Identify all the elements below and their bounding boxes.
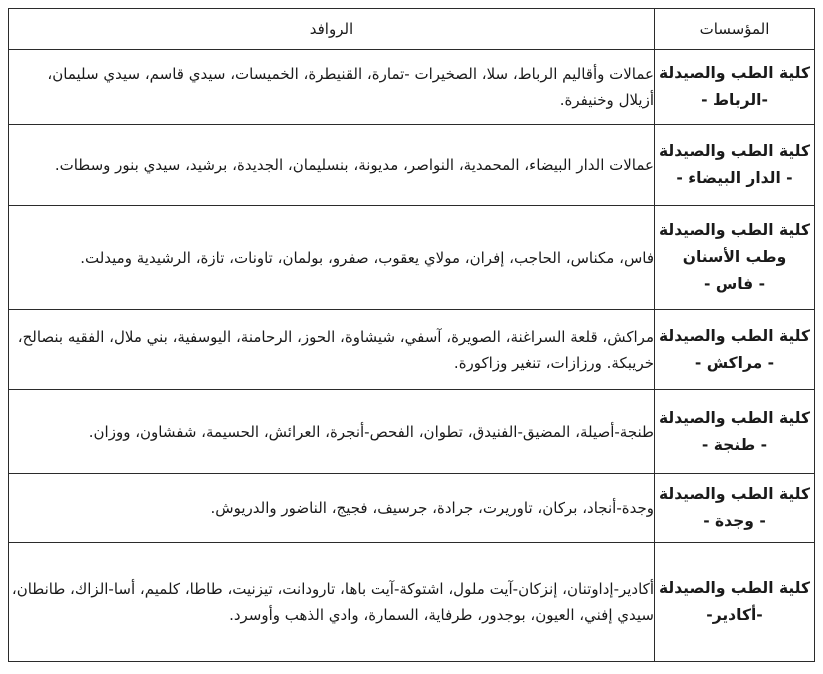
- institution-line: كلية الطب والصيدلة: [658, 408, 811, 427]
- institution-cell: [655, 310, 815, 390]
- institution-line: - مراكش -: [694, 353, 775, 372]
- table-header-row: [9, 9, 815, 50]
- institution-line: - طنجة -: [701, 435, 768, 454]
- institution-cell: [655, 390, 815, 474]
- institution-line: كلية الطب والصيدلة: [658, 326, 811, 345]
- institution-line: وطب الأسنان: [682, 248, 787, 266]
- institution-cell: [655, 50, 815, 125]
- institution-cell: [655, 474, 815, 543]
- institution-cell: [655, 125, 815, 206]
- feeders-cell: عمالات الدار البيضاء، المحمدية، النواصر، مديونة، بنسليمان، الجديدة، برشيد، سيدي بنور وسطات.: [9, 125, 655, 206]
- table-row: [9, 50, 815, 125]
- institution-line: - الدار البيضاء -: [676, 169, 793, 187]
- institution-line: -الرباط -: [701, 91, 768, 109]
- institution-line: - فاس -: [703, 275, 766, 293]
- feeders-cell: مراكش، قلعة السراغنة، الصويرة، آسفي، شيشاوة، الحوز، الرحامنة، اليوسفية، بني ملال، الفقيه بنصالح، خريبكة. ورزازات، تنغير وزاكورة.: [9, 310, 655, 390]
- institution-line: - وجدة -: [703, 512, 766, 530]
- document-page: [8, 8, 814, 662]
- institution-line: كلية الطب والصيدلة: [658, 485, 811, 503]
- table-row: [9, 206, 815, 310]
- institution-cell: [655, 543, 815, 662]
- institution-line: كلية الطب والصيدلة: [658, 142, 811, 160]
- feeders-cell: وجدة-أنجاد، بركان، تاوريرت، جرادة، جرسيف، فجيج، الناضور والدريوش.: [9, 474, 655, 543]
- institution-cell: [655, 206, 815, 310]
- feeders-cell: أكادير-إداوتنان، إنزكان-آيت ملول، اشتوكة-آيت باها، تارودانت، تيزنيت، طاطا، كلميم، أسا-الزاك، طانطان، سيدي إفني، العيون، بوجدور، طرفاية، السمارة، وادي الذهب وأوسرد.: [9, 543, 655, 662]
- table-row: [9, 390, 815, 474]
- institution-line: كلية الطب والصيدلة: [658, 64, 811, 82]
- institutions-feeders-table: [8, 8, 815, 662]
- institution-line: كلية الطب والصيدلة: [658, 221, 811, 239]
- feeders-cell: طنجة-أصيلة، المضيق-الفنيدق، تطوان، الفحص-أنجرة، العرائش، الحسيمة، شفشاون، ووزان.: [9, 390, 655, 474]
- table-row: [9, 125, 815, 206]
- table-row: [9, 474, 815, 543]
- institution-line: -أكادير-: [706, 606, 763, 624]
- feeders-cell: فاس، مكناس، الحاجب، إفران، مولاي يعقوب، صفرو، بولمان، تاونات، تازة، الرشيدية وميدلت.: [9, 206, 655, 310]
- header-institutions: المؤسسات: [655, 9, 815, 50]
- header-feeders: الروافد: [9, 9, 655, 50]
- table-row: [9, 310, 815, 390]
- table-row: [9, 543, 815, 662]
- institution-line: كلية الطب والصيدلة: [658, 579, 811, 597]
- feeders-cell: عمالات وأقاليم الرباط، سلا، الصخيرات -تمارة، القنيطرة، الخميسات، سيدي قاسم، سيدي سليمان، أزيلال وخنيفرة.: [9, 50, 655, 125]
